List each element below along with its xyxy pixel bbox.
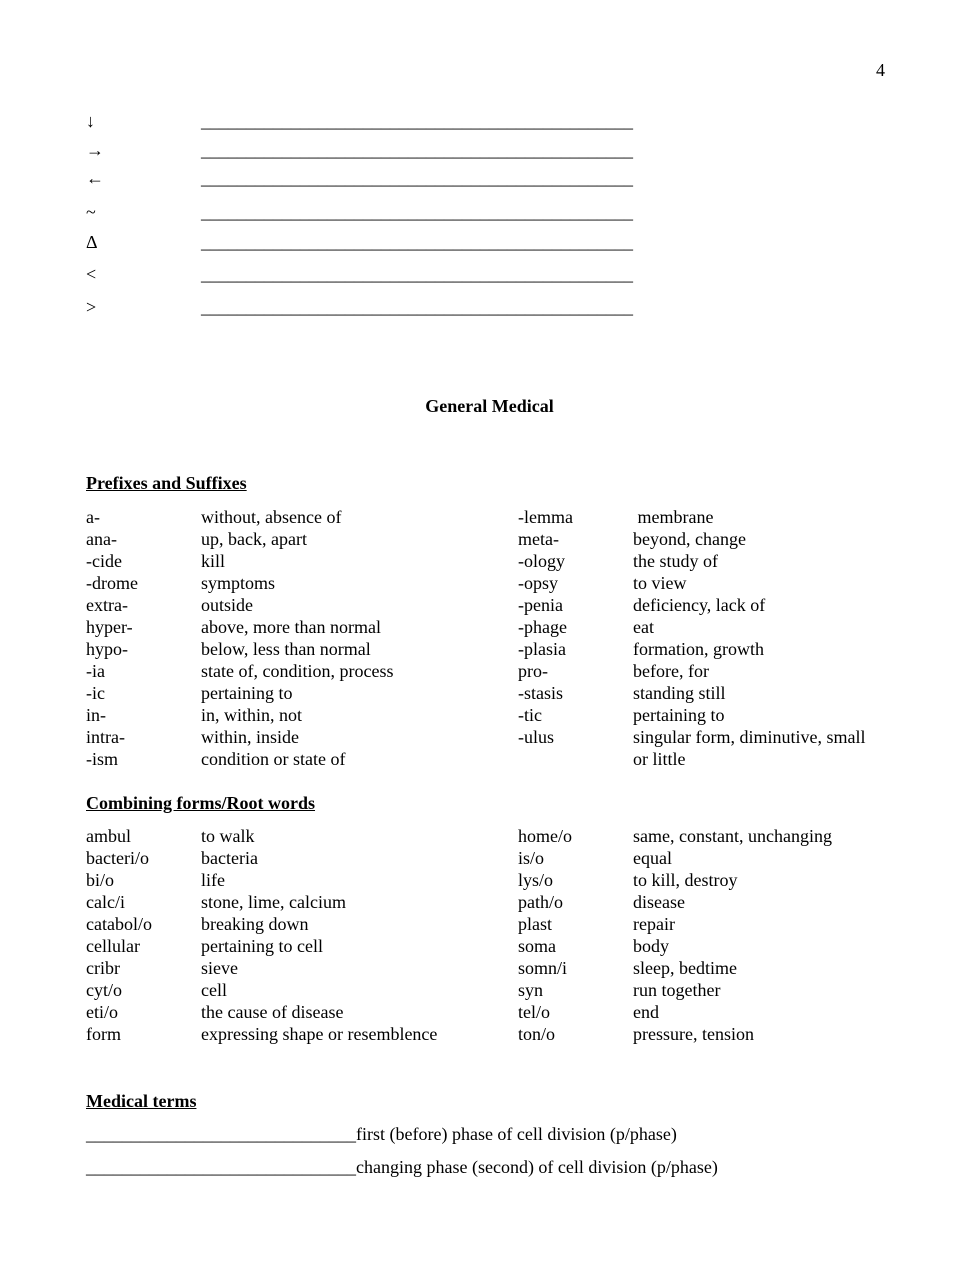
term: -ism [86, 749, 119, 769]
symbol-row [86, 296, 686, 320]
fill-in-item [86, 1123, 677, 1145]
term: ana- [86, 529, 117, 549]
symbol-row [86, 231, 686, 255]
left-arrow-symbol: ← [86, 168, 104, 188]
term-row [86, 616, 526, 638]
definition: end [633, 1002, 659, 1022]
roots-right-column [518, 825, 958, 1045]
term-row [86, 682, 526, 704]
answer-blank: ________________________________________________ [201, 264, 633, 284]
term-row [518, 550, 958, 572]
roots-left-column [86, 825, 526, 1045]
definition: cell [201, 980, 227, 1000]
term: somn/i [518, 958, 568, 978]
definition: body [633, 936, 669, 956]
term: tel/o [518, 1002, 550, 1022]
definition: membrane [633, 507, 714, 527]
term: pro- [518, 661, 548, 681]
term-row [518, 869, 958, 891]
term: path/o [518, 892, 563, 912]
term-row [86, 660, 526, 682]
definition: within, inside [201, 727, 299, 747]
definition: outside [201, 595, 253, 615]
definition: pressure, tension [633, 1024, 754, 1044]
medical-terms-heading: Medical terms [86, 1091, 197, 1111]
term: -ulus [518, 727, 554, 747]
definition: stone, lime, calcium [201, 892, 346, 912]
term: home/o [518, 826, 572, 846]
answer-blank: ________________________________________________ [201, 232, 633, 252]
term-row [518, 847, 958, 869]
term: is/o [518, 848, 545, 868]
page-title: General Medical [425, 396, 554, 416]
term: bacteri/o [86, 848, 149, 868]
term-row [518, 616, 958, 638]
tilde-symbol: ~ [86, 202, 96, 222]
term-row [518, 528, 958, 550]
answer-blank: ________________________________________________ [201, 168, 633, 188]
term: in- [86, 705, 106, 725]
definition: sieve [201, 958, 238, 978]
definition: sleep, bedtime [633, 958, 737, 978]
term-row [518, 935, 958, 957]
term-row [518, 957, 958, 979]
definition: kill [201, 551, 226, 571]
term-row [86, 1023, 526, 1045]
term-row [518, 825, 958, 847]
term: eti/o [86, 1002, 118, 1022]
term-row [518, 638, 958, 660]
term-row [86, 748, 526, 770]
term-row [86, 913, 526, 935]
definition: up, back, apart [201, 529, 307, 549]
definition: the cause of disease [201, 1002, 344, 1022]
less-than-symbol: < [86, 264, 97, 284]
term-row [86, 979, 526, 1001]
term-row [86, 594, 526, 616]
definition: condition or state of [201, 749, 346, 769]
term-row [518, 891, 958, 913]
delta-symbol: Δ [86, 232, 98, 252]
term: -drome [86, 573, 138, 593]
greater-than-symbol: > [86, 297, 97, 317]
definition: breaking down [201, 914, 309, 934]
symbol-row [86, 167, 686, 191]
prefixes-heading: Prefixes and Suffixes [86, 473, 247, 493]
term-row [518, 506, 958, 528]
definition: disease [633, 892, 685, 912]
term-row [86, 1001, 526, 1023]
definition: state of, condition, process [201, 661, 394, 681]
definition: or little [633, 749, 686, 769]
term: -ology [518, 551, 565, 571]
term: ambul [86, 826, 131, 846]
definition: run together [633, 980, 721, 1000]
term-row [86, 825, 526, 847]
answer-blank: ________________________________________________ [201, 111, 633, 131]
term-row [86, 638, 526, 660]
term: meta- [518, 529, 559, 549]
term-row [518, 1023, 958, 1045]
answer-blank: ________________________________________________ [201, 202, 633, 222]
term: extra- [86, 595, 128, 615]
symbol-row [86, 201, 686, 225]
definition: life [201, 870, 225, 890]
term: ton/o [518, 1024, 556, 1044]
term: cellular [86, 936, 140, 956]
definition: above, more than normal [201, 617, 381, 637]
term: hypo- [86, 639, 128, 659]
symbol-row [86, 110, 686, 134]
term: lys/o [518, 870, 554, 890]
term: -lemma [518, 507, 573, 527]
prefixes-left-column [86, 506, 526, 770]
term: -opsy [518, 573, 558, 593]
term-row [518, 594, 958, 616]
term: catabol/o [86, 914, 152, 934]
answer-blank: ______________________________ [86, 1124, 356, 1144]
term-row [518, 660, 958, 682]
term-row [518, 726, 958, 748]
definition: formation, growth [633, 639, 764, 659]
right-arrow-symbol: → [86, 140, 104, 160]
definition: to kill, destroy [633, 870, 738, 890]
definition: symptoms [201, 573, 276, 593]
fill-in-prompt: first (before) phase of cell division (p/phase) [356, 1124, 677, 1144]
symbol-row [86, 139, 686, 163]
fill-in-prompt: changing phase (second) of cell division (p/phase) [356, 1157, 718, 1177]
term-row [86, 891, 526, 913]
definition: eat [633, 617, 654, 637]
term-row [86, 704, 526, 726]
term-row [86, 550, 526, 572]
term: soma [518, 936, 556, 956]
down-arrow-symbol: ↓ [86, 111, 95, 131]
term: -stasis [518, 683, 563, 703]
definition: before, for [633, 661, 709, 681]
definition: pertaining to [201, 683, 293, 703]
definition: pertaining to [633, 705, 725, 725]
term: cyt/o [86, 980, 122, 1000]
term-row [86, 506, 526, 528]
term: calc/i [86, 892, 125, 912]
definition: without, absence of [201, 507, 342, 527]
term-row [518, 704, 958, 726]
definition: to walk [201, 826, 255, 846]
definition: standing still [633, 683, 726, 703]
symbol-row [86, 263, 686, 287]
term: intra- [86, 727, 125, 747]
definition: pertaining to cell [201, 936, 323, 956]
term-row [518, 572, 958, 594]
term: -phage [518, 617, 567, 637]
term-row [518, 1001, 958, 1023]
definition: deficiency, lack of [633, 595, 766, 615]
definition: beyond, change [633, 529, 746, 549]
fill-in-item [86, 1156, 718, 1178]
term: bi/o [86, 870, 115, 890]
definition: in, within, not [201, 705, 303, 725]
answer-blank: ________________________________________________ [201, 140, 633, 160]
term: syn [518, 980, 544, 1000]
term: -cide [86, 551, 122, 571]
prefixes-right-column [518, 506, 958, 770]
definition: same, constant, unchanging [633, 826, 832, 846]
term: cribr [86, 958, 120, 978]
page-number: 4 [876, 60, 885, 80]
term: -tic [518, 705, 542, 725]
term-row [86, 935, 526, 957]
term-row [518, 913, 958, 935]
term-row [518, 682, 958, 704]
term: plast [518, 914, 552, 934]
term-row [518, 748, 958, 770]
definition: singular form, diminutive, small [633, 727, 866, 747]
term: hyper- [86, 617, 133, 637]
term: -penia [518, 595, 563, 615]
term: -plasia [518, 639, 566, 659]
term-row [518, 979, 958, 1001]
term-row [86, 528, 526, 550]
term: a- [86, 507, 100, 527]
definition: bacteria [201, 848, 258, 868]
term-row [86, 726, 526, 748]
definition: expressing shape or resemblence [201, 1024, 438, 1044]
definition: below, less than normal [201, 639, 371, 659]
term-row [86, 847, 526, 869]
term-row [86, 957, 526, 979]
roots-heading: Combining forms/Root words [86, 793, 316, 813]
definition: equal [633, 848, 672, 868]
term: form [86, 1024, 121, 1044]
term-row [86, 869, 526, 891]
term-row [86, 572, 526, 594]
term: -ic [86, 683, 105, 703]
definition: repair [633, 914, 675, 934]
definition: to view [633, 573, 687, 593]
answer-blank: ______________________________ [86, 1157, 356, 1177]
term: -ia [86, 661, 105, 681]
definition: the study of [633, 551, 718, 571]
answer-blank: ________________________________________________ [201, 297, 633, 317]
